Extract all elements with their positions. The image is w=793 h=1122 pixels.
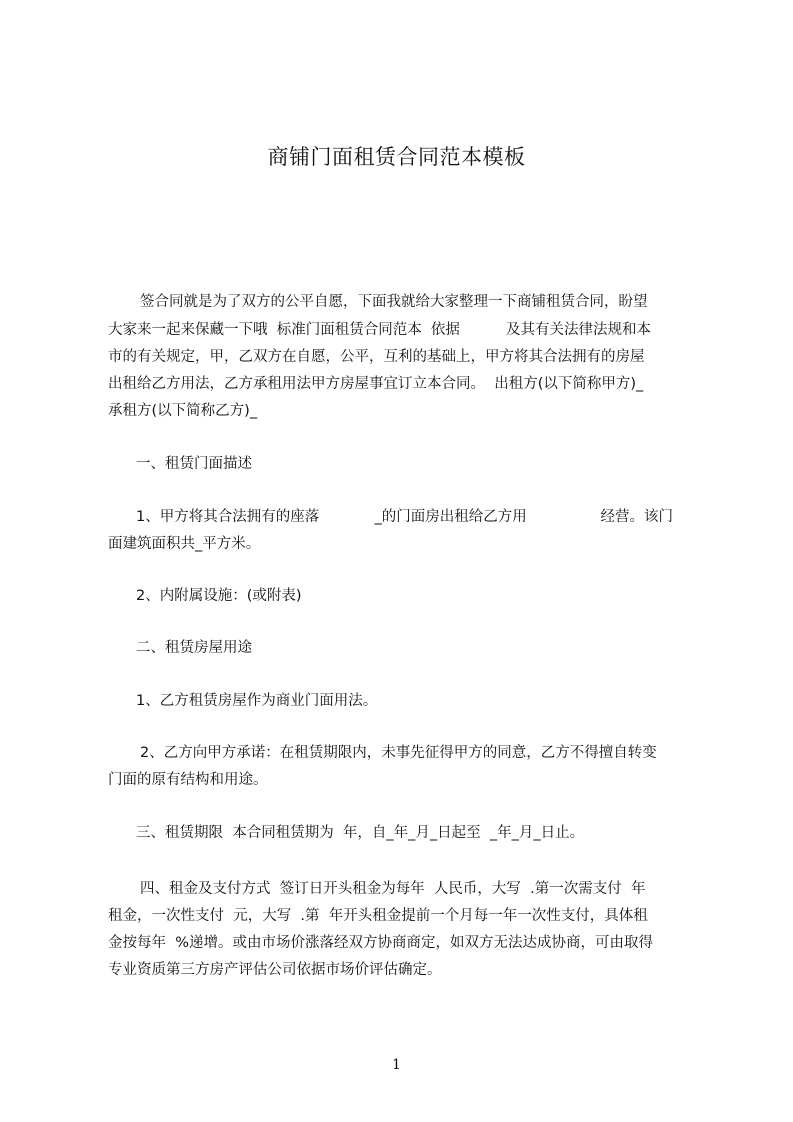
document-title: 商铺门面租赁合同范本模板 bbox=[267, 145, 526, 169]
section-2-item-1: 1、乙方租赁房屋作为商业门面用法。 bbox=[136, 693, 378, 709]
section-4-line-2: 租金，一次性支付 元，大写 .第 年开头租金提前一个月每一年一次性支付，具体租 bbox=[108, 908, 648, 924]
section-1-heading: 一、租赁门面描述 bbox=[136, 456, 252, 472]
section-4-line-4: 专业资质第三方房产评估公司依据市场价评估确定。 bbox=[108, 962, 442, 978]
section-1-item-1-line-1: 1、甲方将其合法拥有的座落 _的门面房出租给乙方用 经营。该门 bbox=[136, 509, 674, 525]
section-2-heading: 二、租赁房屋用途 bbox=[136, 640, 252, 656]
intro-line-2: 大家来一起来保藏一下哦 标准门面租赁合同范本 依据 及其有关法律法规和本 bbox=[108, 322, 652, 338]
section-4-line-1: 四、租金及支付方式 签订日开头租金为每年 人民币，大写 .第一次需支付 年 bbox=[140, 881, 646, 897]
section-2-item-2-line-2: 门面的原有结构和用途。 bbox=[108, 772, 268, 788]
section-1-item-1-line-2: 面建筑面积共_平方米。 bbox=[108, 536, 261, 552]
intro-line-3: 市的有关规定，甲，乙双方在自愿，公平，互利的基础上，甲方将其合法拥有的房屋 bbox=[108, 349, 645, 365]
section-1-item-2: 2、内附属设施：(或附表) bbox=[136, 588, 302, 604]
section-3: 三、租赁期限 本合同租赁期为 年，自_年_月_日起至 _年_月_日止。 bbox=[136, 825, 585, 841]
intro-line-5: 承租方(以下简称乙方)_ bbox=[108, 403, 258, 419]
intro-line-4: 出租给乙方用法，乙方承租用法甲方房屋事宜订立本合同。 出租方(以下简称甲方)_ bbox=[108, 376, 644, 392]
section-2-item-2-line-1: 2、乙方向甲方承诺：在租赁期限内，未事先征得甲方的同意，乙方不得擅自转变 bbox=[140, 745, 657, 761]
section-4-line-3: 金按每年 %递增。或由市场价涨落经双方协商商定，如双方无法达成协商，可由取得 bbox=[108, 935, 653, 951]
intro-line-1: 签合同就是为了双方的公平自愿，下面我就给大家整理一下商铺租赁合同，盼望 bbox=[140, 294, 648, 310]
page-number: 1 bbox=[392, 1057, 401, 1073]
